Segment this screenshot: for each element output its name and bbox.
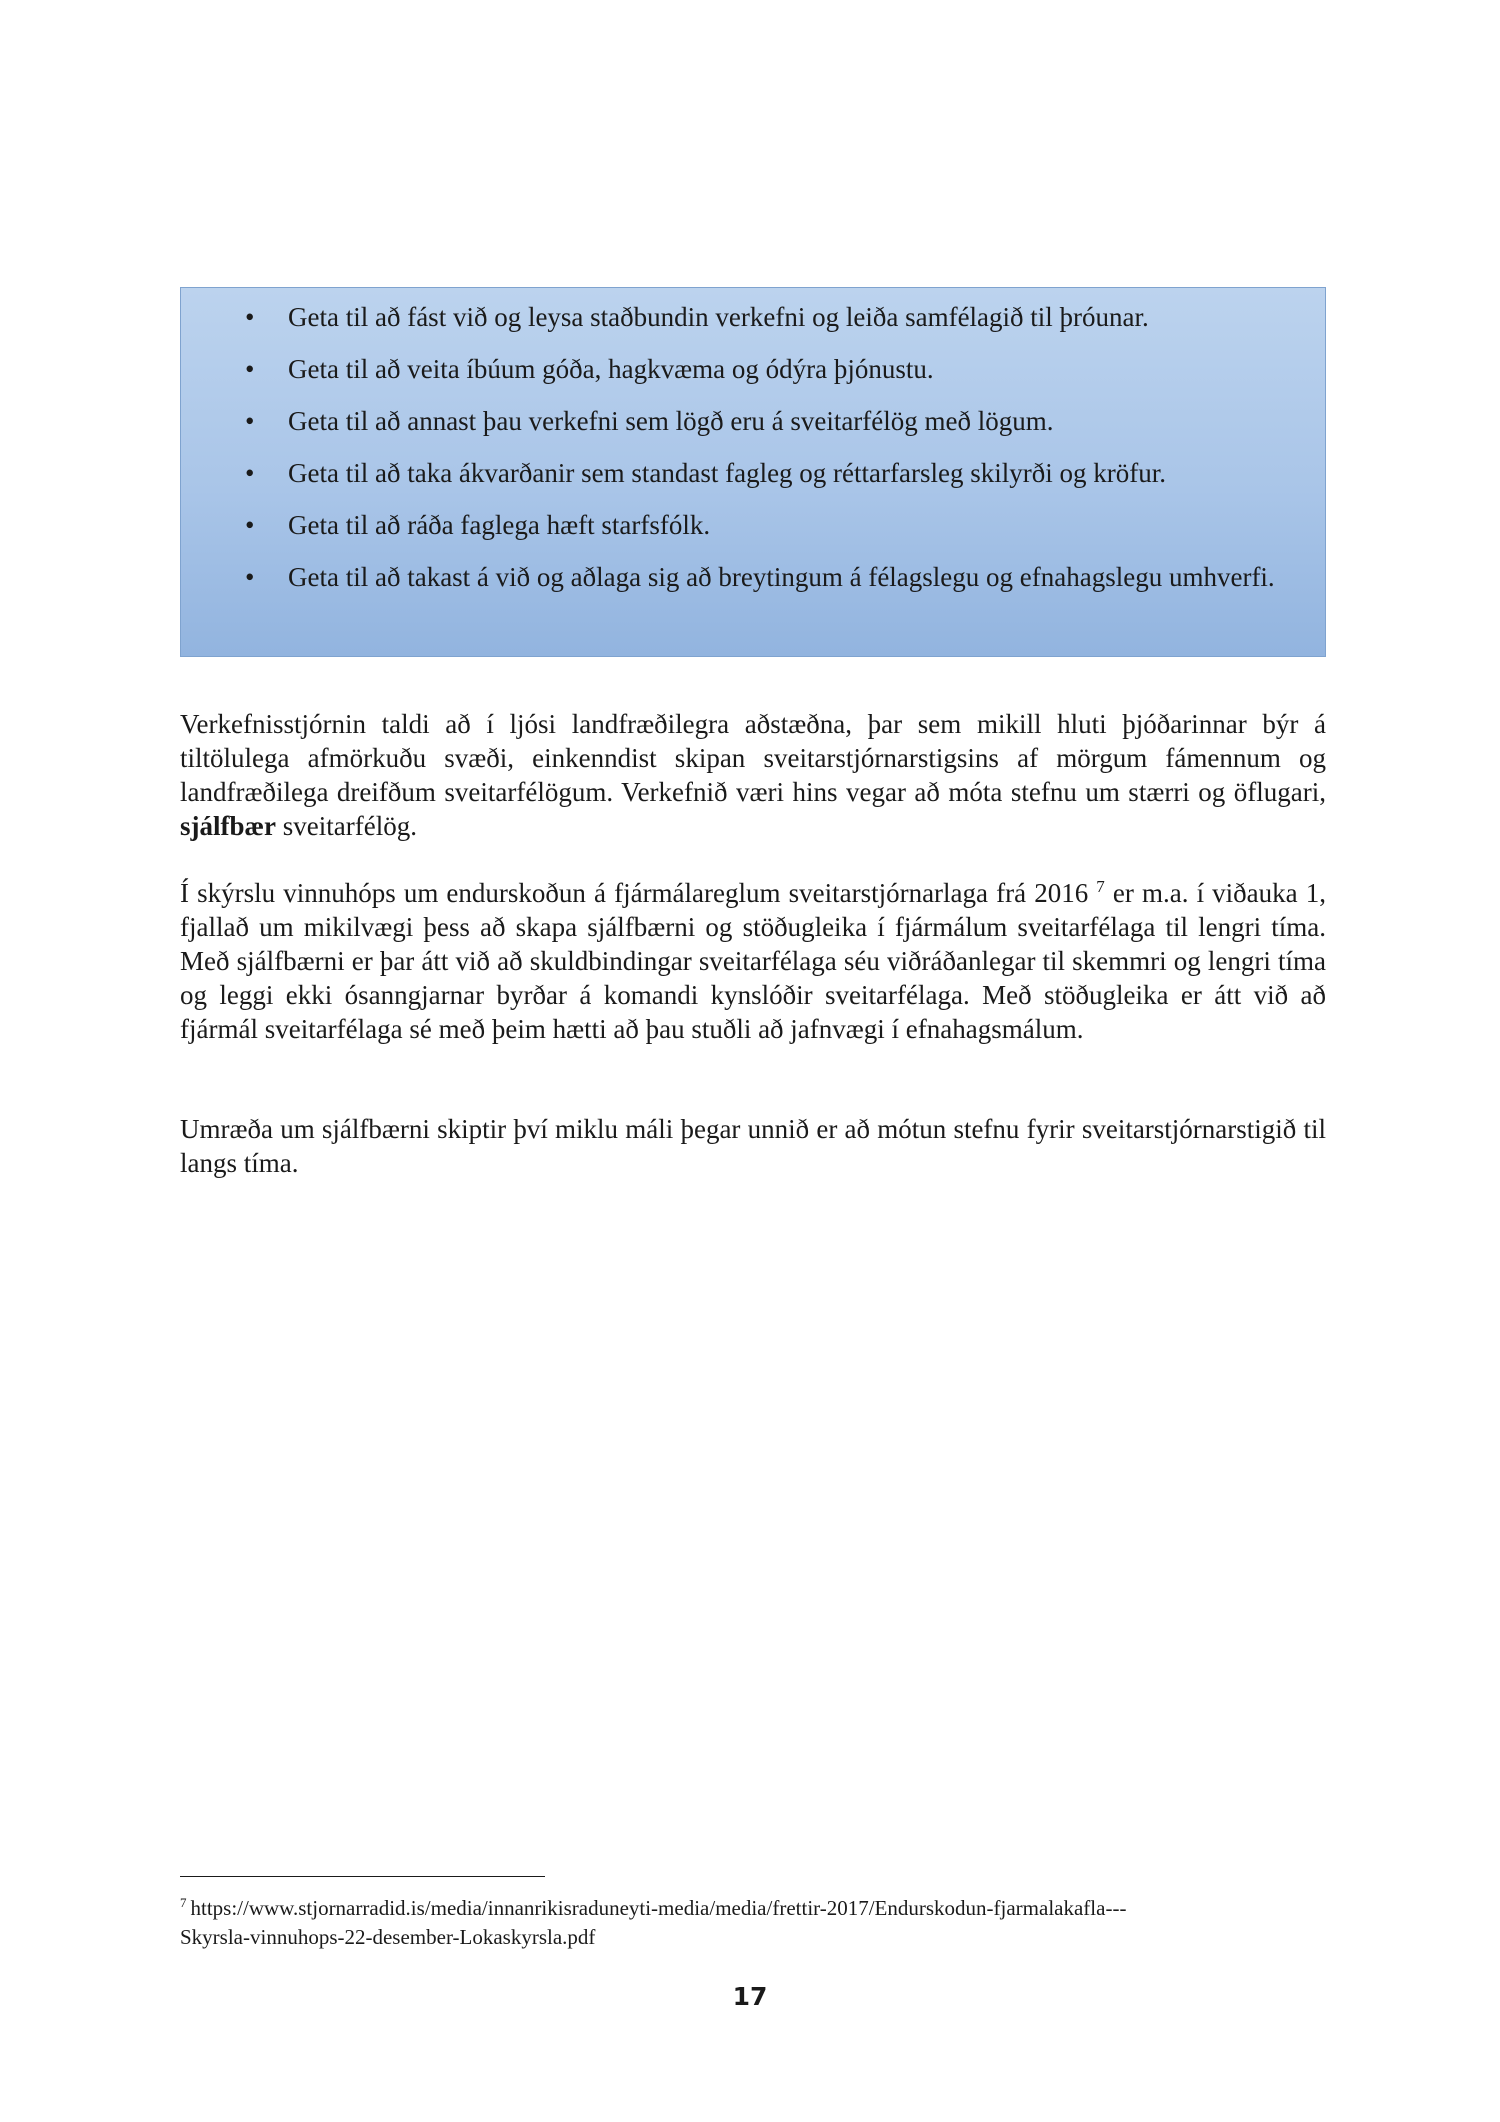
paragraph-text: Í skýrslu vinnuhóps um endurskoðun á fjármálareglum sveitarstjórnarlaga frá 2016 (180, 878, 1097, 908)
bullet-icon: • (245, 458, 255, 488)
criteria-item-text: Geta til að taka ákvarðanir sem standast fagleg og réttarfarsleg skilyrði og kröfur. (288, 458, 1166, 488)
bullet-icon: • (245, 406, 255, 436)
bold-term-sjalfbaer: sjálfbær (180, 811, 276, 841)
paragraph-text: Verkefnisstjórnin taldi að í ljósi landfræðilegra aðstæðna, þar sem mikill hluti þjóðarinnar býr á tiltölulega afmörkuðu svæði, einkenndist skipan sveitarstjórnarstigsins af mörgum fámennum og landfræðilega dreifðum sveitarfélögum. Verkefnið væri hins vegar að móta stefnu um stærri og öflugari, (180, 709, 1326, 807)
bullet-icon: • (245, 562, 255, 592)
footnote-separator (180, 1876, 545, 1877)
criteria-list-item (245, 300, 1295, 334)
criteria-item-text: Geta til að fást við og leysa staðbundin verkefni og leiða samfélagið til þróunar. (288, 302, 1149, 332)
footnote (180, 1894, 1326, 1952)
bullet-icon: • (245, 354, 255, 384)
criteria-list-item (245, 404, 1295, 438)
body-paragraph-2 (180, 876, 1326, 1046)
page-number: 17 (732, 1982, 768, 2011)
criteria-item-text: Geta til að ráða faglega hæft starfsfólk. (288, 510, 711, 540)
paragraph-text: er m.a. í viðauka 1, fjallað um mikilvægi þess að skapa sjálfbærni og stöðugleika í fjármálum sveitarfélaga til lengri tíma. Með sjálfbærni er þar átt við að skuldbindingar sveitarfélaga séu viðráðanlegar til skemmri og lengri tíma og leggi ekki ósanngjarnar byrðar á komandi kynslóðir sveitarfélaga. Með stöðugleika er átt við að fjármál sveitarfélaga sé með þeim hætti að þau stuðli að jafnvægi í efnahagsmálum. (180, 878, 1326, 1044)
criteria-item-text: Geta til að annast þau verkefni sem lögð eru á sveitarfélög með lögum. (288, 406, 1054, 436)
criteria-callout-box (180, 287, 1326, 657)
paragraph-text: sveitarfélög. (276, 811, 417, 841)
footnote-number: 7 (180, 1895, 187, 1910)
criteria-list-item (245, 456, 1295, 490)
criteria-list-item (245, 560, 1295, 594)
bullet-icon: • (245, 510, 255, 540)
footnote-line-1 (180, 1894, 1326, 1923)
footnote-reference[interactable]: 7 (1096, 877, 1105, 896)
footnote-url-part-2[interactable]: Skyrsla-vinnuhops-22-desember-Lokaskyrsla.pdf (180, 1925, 596, 1949)
criteria-item-text: Geta til að takast á við og aðlaga sig að breytingum á félagslegu og efnahagslegu umhverfi. (288, 562, 1275, 592)
footnote-url-part-1[interactable]: https://www.stjornarradid.is/media/innanrikisraduneyti-media/media/frettir-2017/Endurskodun-fjarmalakafla--- (190, 1896, 1127, 1920)
paragraph-text: Umræða um sjálfbærni skiptir því miklu máli þegar unnið er að mótun stefnu fyrir sveitarstjórnarstigið til langs tíma. (180, 1114, 1326, 1178)
criteria-list (245, 300, 1295, 612)
criteria-list-item (245, 352, 1295, 386)
criteria-item-text: Geta til að veita íbúum góða, hagkvæma og ódýra þjónustu. (288, 354, 934, 384)
body-paragraph-1 (180, 707, 1326, 843)
body-paragraph-3 (180, 1112, 1326, 1180)
criteria-list-item (245, 508, 1295, 542)
bullet-icon: • (245, 302, 255, 332)
